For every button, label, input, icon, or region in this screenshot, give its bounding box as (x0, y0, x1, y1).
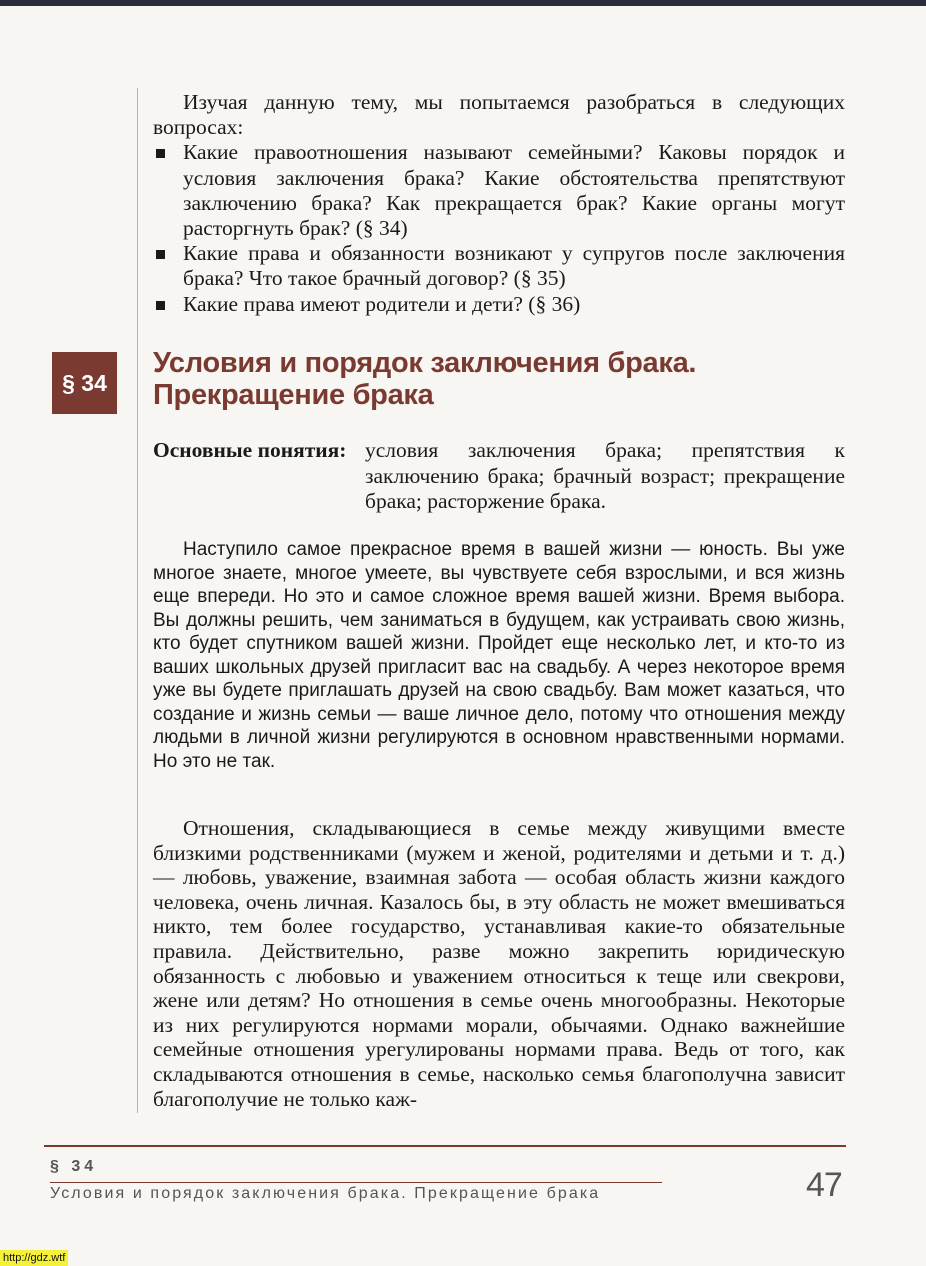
top-edge-bar (0, 0, 926, 6)
section-badge: § 34 (52, 352, 117, 414)
page-number: 47 (806, 1166, 842, 1204)
question-item: Какие права и обязанности возникают у супругов после заключения брака? Что такое брачный договор? (§ 35) (153, 241, 845, 291)
footer-section: § 34 (50, 1158, 98, 1175)
lead-paragraph: Наступило самое прекрасное время в вашей жизни — юность. Вы уже многое знаете, многое умеете, вы чувствуете себя взрослыми, и вся жизнь еще впереди. Но это и самое сложное время вашей жизни. Время выбора. Вы должны решить, чем заниматься в будущем, как устраивать свою жизнь, кто будет спутником вашей жизни. Пройдет еще несколько лет, и кто-то из ваших школьных друзей пригласит вас на свадьбу. А через некоторое время уже вы будете приглашать друзей на свою свадьбу. Вам может казаться, что создание и жизнь семьи — ваше личное дело, потому что отношения между людьми в личной жизни регулируются в основном нравственными нормами. Но это не так. (153, 539, 845, 772)
key-concepts-text: условия заключения брака; препятствия к заключению брака; брачный возраст; прекращение брака; расторжение брака. (365, 438, 845, 513)
key-concepts (153, 438, 845, 515)
footer-title: Условия и порядок заключения брака. Прекращение брака (50, 1185, 601, 1202)
watermark-link[interactable]: http://gdz.wtf (0, 1250, 68, 1266)
margin-rule (137, 88, 138, 1113)
question-item: Какие правоотношения называют семейными? Каковы порядок и условия заключения брака? Какие обстоятельства препятствуют заключению брака? Как прекращается брак? Какие органы могут расторгнуть брак? (§ 34) (153, 140, 845, 241)
question-item: Какие права имеют родители и дети? (§ 36) (153, 292, 845, 317)
footer-divider (44, 1145, 846, 1147)
section-title: Условия и порядок заключения брака. Прекращение брака (153, 347, 697, 411)
footer-subdivider (50, 1182, 662, 1183)
body-paragraph: Отношения, складывающиеся в семье между живущими вместе близкими родственниками (мужем и женой, родителями и детьми и т. д.) — любовь, уважение, взаимная забота — особая область жизни каждого человека, очень личная. Казалось бы, в эту область не может вмешиваться никто, тем более государство, устанавливая какие-то обязательные правила. Действительно, разве можно закрепить юридическую обязанность с любовью и уважением относиться к теще или свекрови, жене или детям? Но отношения в семье очень многообразны. Некоторые из них регулируются нормами морали, обычаями. Однако важнейшие семейные отношения урегулированы нормами права. Ведь от того, как складываются отношения в семье, насколько семья благополучна зависит благополучие не только каж- (153, 816, 845, 1111)
key-concepts-label: Основные понятия: (153, 438, 347, 462)
question-list (153, 140, 845, 316)
intro-lead: Изучая данную тему, мы попытаемся разобраться в следующих вопросах: (153, 90, 845, 140)
intro-block (153, 90, 845, 317)
